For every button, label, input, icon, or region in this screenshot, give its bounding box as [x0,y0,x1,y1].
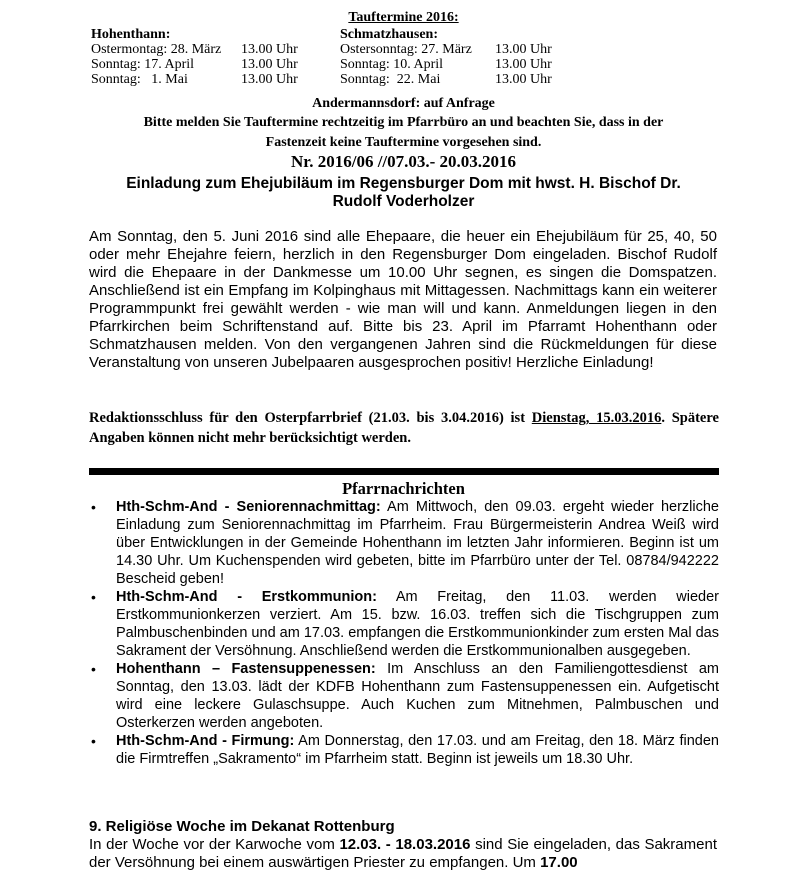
baptism-dates-title: Tauftermine 2016: [348,10,459,25]
deadline-date: Dienstag, 15.03.2016 [531,410,662,426]
andermannsdorf-note: Andermannsdorf: auf Anfrage [312,96,495,111]
issue-number: Nr. 2016/06 //07.03.- 20.03.2016 [290,152,517,171]
section-body: In der Woche vor der Karwoche vom 12.03. - 18.03.2016 sind Sie eingeladen, das Sakrament der Versöhnung bei einem auswärtigen Priester zu empfangen. Um 17.00 [89,836,717,871]
parish-heading-schmatzhausen: Schmatzhausen: [340,27,439,42]
parish-news-list [89,498,719,768]
baptism-row: Ostermontag: 28. März 13.00 Uhr [91,42,298,57]
list-item: • Hth-Schm-And - Seniorennachmittag: Am Mittwoch, den 09.03. ergeht wieder herzliche Einladung zum Seniorennachmittag im Pfarrheim. Frau Bürgermeisterin Andrea Weiß wird über Entwicklungen in der Gemeinde Hohenthann im letzten Jahr informieren. Beginn ist um 14.30 Uhr. Um Kuchenspenden wird gebeten, bitte im Pfarrbüro unter der Tel. 08784/942222 Bescheid geben! [91,499,719,587]
list-item: • Hth-Schm-And - Firmung: Am Donnerstag, den 17.03. und am Freitag, den 18. März finden die Firmtreffen „Sakramento“ im Pfarrheim statt. Beginn ist jeweils um 18.30 Uhr. [91,733,719,767]
section-divider [89,468,719,475]
parish-news-title: Pfarrnachrichten [342,479,465,498]
baptism-row: Sonntag: 1. Mai 13.00 Uhr [91,72,298,87]
bullet-icon: • [91,499,96,515]
list-item: • Hohenthann – Fastensuppenessen: Im Anschluss an den Familiengottesdienst am Sonntag, den 13.03. lädt der KDFB Hohenthann zum Fastensuppenessen ein. Aufgetischt wird eine leckere Gulaschsuppe. Auch Kuchen zum Mitnehmen, Palmbuschen und Osterkerzen werden angeboten. [91,661,720,731]
bullet-icon: • [91,733,96,749]
baptism-row: Sonntag: 17. April 13.00 Uhr [91,57,298,72]
baptism-row: Sonntag: 10. April 13.00 Uhr [340,57,552,72]
section-heading: 9. Religiöse Woche im Dekanat Rottenburg [89,818,395,835]
parish-heading-hohenthann: Hohenthann: [91,27,171,42]
baptism-row: Ostersonntag: 27. März 13.00 Uhr [340,42,552,57]
baptism-notice: Bitte melden Sie Tauftermine rechtzeitig im Pfarrbüro an und beachten Sie, dass in der Fastenzeit keine Tauftermine vorgesehen sind. [143,115,664,150]
baptism-row: Sonntag: 22. Mai 13.00 Uhr [340,72,552,87]
baptism-column-hohenthann [91,27,298,87]
editorial-deadline: Redaktionsschluss für den Osterpfarrbrief (21.03. bis 3.04.2016) ist Dienstag, 15.03.2016. Spätere Angaben können nicht mehr berücksichtigt werden. [89,410,719,446]
list-item: • Hth-Schm-And - Erstkommunion: Am Freitag, den 11.03. werden wieder Erstkommunionkerzen verziert. Am 15. bzw. 16.03. treffen sich die Tischgruppen zum Palmbuschenbinden und am 17.03. empfangen die Erstkommunionkinder zum ersten Mal das Sakrament der Versöhnung. Anschließend werden die Erstkommunionalben ausgegeben. [91,589,719,659]
baptism-column-schmatzhausen [340,27,552,87]
bullet-icon: • [91,589,96,605]
article-headline: Einladung zum Ehejubiläum im Regensburger Dom mit hwst. H. Bischof Dr. Rudolf Voderholzer [126,175,681,210]
bullet-icon: • [91,661,96,677]
article-body: Am Sonntag, den 5. Juni 2016 sind alle Ehepaare, die heuer ein Ehejubiläum für 25, 40, 50 oder mehr Ehejahre feiern, herzlich in den Regensburger Dom eingeladen. Bischof Rudolf wird die Ehepaare in der Dankmesse um 10.00 Uhr segnen, es singen die Domspatzen. Anschließend ist ein Empfang im Kolpinghaus mit Mittagessen. Nachmittags kann ein weiterer Programmpunkt frei gewählt werden - wie man will und kann. Anmeldungen liegen in den Pfarrkirchen beim Schriftenstand auf. Bitte bis 23. April im Pfarramt Hohenthann oder Schmatzhausen melden. Von den vergangenen Jahren sind die Rückmeldungen für diese Veranstaltung von unseren Jubelpaaren ausgesprochen positiv! Herzliche Einladung! [89,228,717,371]
